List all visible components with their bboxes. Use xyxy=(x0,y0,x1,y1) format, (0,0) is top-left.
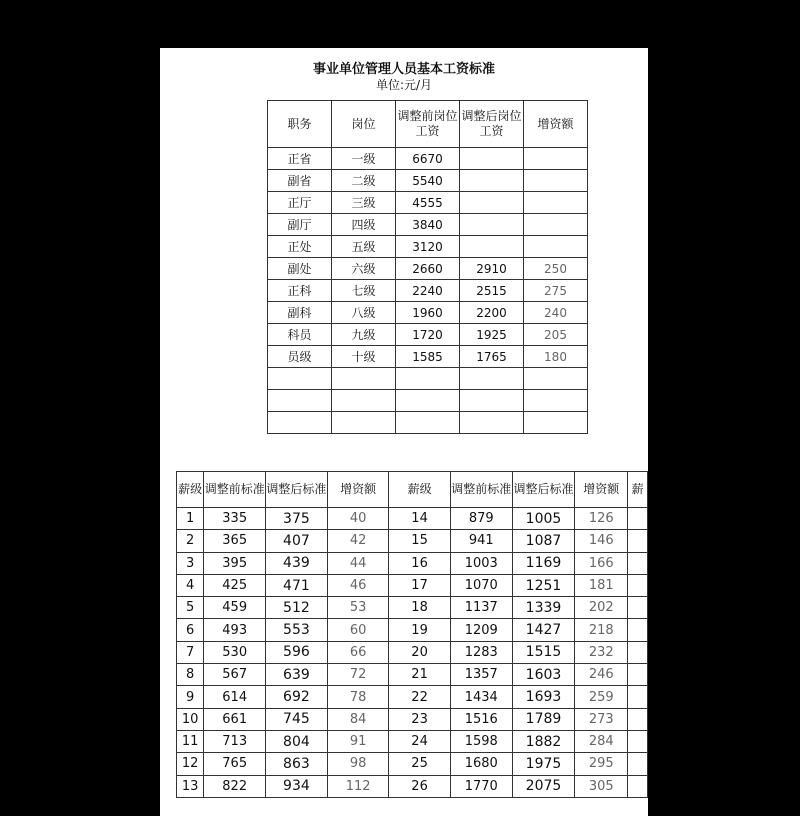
table-cell xyxy=(332,412,396,434)
table-cell: 1680 xyxy=(450,753,512,775)
table-cell: 273 xyxy=(575,708,628,730)
table-row xyxy=(177,753,648,775)
table-cell: 1598 xyxy=(450,730,512,752)
table-cell xyxy=(460,368,524,390)
table-cell: 2660 xyxy=(396,258,460,280)
table-cell: 23 xyxy=(389,708,450,730)
table-cell: 1427 xyxy=(512,619,574,641)
table-cell: 1765 xyxy=(460,346,524,368)
table-cell: 3840 xyxy=(396,214,460,236)
header-cell: 薪 xyxy=(628,472,648,508)
table-cell: 13 xyxy=(177,775,204,797)
table-cell: 19 xyxy=(389,619,450,641)
table-cell: 1 xyxy=(177,508,204,530)
table-cell: 91 xyxy=(327,730,389,752)
table-cell: 765 xyxy=(204,753,266,775)
table-cell: 11 xyxy=(177,730,204,752)
table-cell: 1070 xyxy=(450,574,512,596)
table-cell: 146 xyxy=(575,530,628,552)
table-cell: 2515 xyxy=(460,280,524,302)
table-cell: 3120 xyxy=(396,236,460,258)
table-cell: 530 xyxy=(204,641,266,663)
table-cell: 四级 xyxy=(332,214,396,236)
table-cell xyxy=(268,390,332,412)
table-row xyxy=(268,148,588,170)
header-cell: 调整前岗位工资 xyxy=(396,101,460,148)
header-cell: 调整后标准 xyxy=(512,472,574,508)
table-cell: 1005 xyxy=(512,508,574,530)
table-row xyxy=(177,597,648,619)
table-row xyxy=(268,302,588,324)
table-cell: 副处 xyxy=(268,258,332,280)
table-row xyxy=(177,708,648,730)
table-cell: 26 xyxy=(389,775,450,797)
table-cell: 3 xyxy=(177,552,204,574)
table-cell: 567 xyxy=(204,664,266,686)
table-row xyxy=(177,530,648,552)
top-black-bar xyxy=(160,0,648,48)
table-cell: 2910 xyxy=(460,258,524,280)
table-cell: 232 xyxy=(575,641,628,663)
table-cell xyxy=(460,148,524,170)
table-cell: 471 xyxy=(266,574,328,596)
table-cell: 941 xyxy=(450,530,512,552)
table-cell: 692 xyxy=(266,686,328,708)
table-cell: 1283 xyxy=(450,641,512,663)
header-cell: 增资额 xyxy=(524,101,588,148)
table-cell: 407 xyxy=(266,530,328,552)
table-cell: 1960 xyxy=(396,302,460,324)
table-cell: 21 xyxy=(389,664,450,686)
table-cell xyxy=(524,192,588,214)
table-cell: 六级 xyxy=(332,258,396,280)
table-cell xyxy=(460,390,524,412)
table-cell: 1137 xyxy=(450,597,512,619)
table-cell: 934 xyxy=(266,775,328,797)
table-cell xyxy=(268,368,332,390)
table-cell: 1434 xyxy=(450,686,512,708)
table-cell-cut xyxy=(628,619,648,641)
table-cell: 879 xyxy=(450,508,512,530)
header-cell: 调整前标准 xyxy=(450,472,512,508)
table-cell-cut xyxy=(628,708,648,730)
table-cell-cut xyxy=(628,664,648,686)
table-cell: 1925 xyxy=(460,324,524,346)
table-cell: 250 xyxy=(524,258,588,280)
table-cell xyxy=(460,412,524,434)
table-cell: 375 xyxy=(266,508,328,530)
table-cell: 2240 xyxy=(396,280,460,302)
header-cell: 调整前标准 xyxy=(204,472,266,508)
table-cell: 6 xyxy=(177,619,204,641)
page-title: 事业单位管理人员基本工资标准 xyxy=(312,62,495,77)
table-row xyxy=(177,730,648,752)
table-row xyxy=(268,236,588,258)
table-cell: 5 xyxy=(177,597,204,619)
table-cell: 745 xyxy=(266,708,328,730)
table-cell: 1693 xyxy=(512,686,574,708)
header-cell: 职务 xyxy=(268,101,332,148)
table-cell: 166 xyxy=(575,552,628,574)
table-cell: 1882 xyxy=(512,730,574,752)
table-cell-cut xyxy=(628,730,648,752)
table-cell: 205 xyxy=(524,324,588,346)
table-cell: 459 xyxy=(204,597,266,619)
table-cell: 40 xyxy=(327,508,389,530)
table-cell: 正科 xyxy=(268,280,332,302)
table-cell: 9 xyxy=(177,686,204,708)
table-cell: 493 xyxy=(204,619,266,641)
table-cell-cut xyxy=(628,508,648,530)
table-cell: 246 xyxy=(575,664,628,686)
table-cell xyxy=(524,214,588,236)
table-cell: 22 xyxy=(389,686,450,708)
table-cell-cut xyxy=(628,641,648,663)
table-cell: 78 xyxy=(327,686,389,708)
table-cell: 596 xyxy=(266,641,328,663)
table-cell: 2200 xyxy=(460,302,524,324)
table-cell: 46 xyxy=(327,574,389,596)
table-cell: 365 xyxy=(204,530,266,552)
table-cell: 1975 xyxy=(512,753,574,775)
table-cell xyxy=(524,236,588,258)
table-row xyxy=(177,552,648,574)
table-row xyxy=(268,192,588,214)
table-cell: 425 xyxy=(204,574,266,596)
table-cell: 553 xyxy=(266,619,328,641)
table-cell: 正厅 xyxy=(268,192,332,214)
table-cell: 八级 xyxy=(332,302,396,324)
table-row xyxy=(268,368,588,390)
table-cell xyxy=(396,390,460,412)
table-cell: 副厅 xyxy=(268,214,332,236)
table-cell: 1720 xyxy=(396,324,460,346)
table-cell: 1003 xyxy=(450,552,512,574)
table-row xyxy=(177,574,648,596)
table-cell-cut xyxy=(628,574,648,596)
grade-table-header xyxy=(177,472,648,508)
header-cell: 岗位 xyxy=(332,101,396,148)
table-row xyxy=(177,664,648,686)
table-cell: 275 xyxy=(524,280,588,302)
table-cell: 2075 xyxy=(512,775,574,797)
table-cell: 439 xyxy=(266,552,328,574)
table-cell xyxy=(524,412,588,434)
table-cell: 512 xyxy=(266,597,328,619)
table-cell: 15 xyxy=(389,530,450,552)
table-cell xyxy=(396,368,460,390)
table-cell: 181 xyxy=(575,574,628,596)
table-cell xyxy=(460,170,524,192)
position-salary-table xyxy=(267,100,588,434)
table-cell: 科员 xyxy=(268,324,332,346)
header-cell: 增资额 xyxy=(575,472,628,508)
table-cell: 三级 xyxy=(332,192,396,214)
table-cell: 1515 xyxy=(512,641,574,663)
table-cell xyxy=(460,192,524,214)
table-cell: 12 xyxy=(177,753,204,775)
table-cell xyxy=(268,412,332,434)
table-row xyxy=(177,508,648,530)
table-row xyxy=(268,214,588,236)
table-cell: 4555 xyxy=(396,192,460,214)
table-cell: 1251 xyxy=(512,574,574,596)
table-cell xyxy=(524,170,588,192)
table-cell: 66 xyxy=(327,641,389,663)
header-cell: 薪级 xyxy=(177,472,204,508)
table-cell: 5540 xyxy=(396,170,460,192)
table-cell: 72 xyxy=(327,664,389,686)
table-cell xyxy=(332,368,396,390)
table-cell-cut xyxy=(628,530,648,552)
grade-salary-table xyxy=(176,471,648,798)
table-cell xyxy=(524,368,588,390)
table-cell: 14 xyxy=(389,508,450,530)
table-cell: 1516 xyxy=(450,708,512,730)
table-cell: 副科 xyxy=(268,302,332,324)
table-cell: 395 xyxy=(204,552,266,574)
table-cell: 1789 xyxy=(512,708,574,730)
table-cell: 6670 xyxy=(396,148,460,170)
table-cell: 七级 xyxy=(332,280,396,302)
table-row xyxy=(177,686,648,708)
table-cell-cut xyxy=(628,686,648,708)
table-cell: 17 xyxy=(389,574,450,596)
table-cell: 7 xyxy=(177,641,204,663)
table-cell: 1339 xyxy=(512,597,574,619)
table-cell-cut xyxy=(628,597,648,619)
table-cell xyxy=(524,148,588,170)
table-cell: 8 xyxy=(177,664,204,686)
position-table-header xyxy=(268,101,588,148)
header-cell: 薪级 xyxy=(389,472,450,508)
table-cell: 713 xyxy=(204,730,266,752)
table-cell: 180 xyxy=(524,346,588,368)
table-cell: 25 xyxy=(389,753,450,775)
table-cell: 16 xyxy=(389,552,450,574)
header-cell: 调整后标准 xyxy=(266,472,328,508)
table-cell-cut xyxy=(628,753,648,775)
table-cell: 42 xyxy=(327,530,389,552)
table-cell: 五级 xyxy=(332,236,396,258)
table-cell: 副省 xyxy=(268,170,332,192)
table-cell: 二级 xyxy=(332,170,396,192)
table-row xyxy=(268,258,588,280)
table-cell: 112 xyxy=(327,775,389,797)
table-cell: 一级 xyxy=(332,148,396,170)
table-cell: 126 xyxy=(575,508,628,530)
table-cell: 863 xyxy=(266,753,328,775)
table-cell: 240 xyxy=(524,302,588,324)
table-cell: 822 xyxy=(204,775,266,797)
table-cell: 18 xyxy=(389,597,450,619)
table-cell: 53 xyxy=(327,597,389,619)
table-cell: 218 xyxy=(575,619,628,641)
table-cell-cut xyxy=(628,552,648,574)
table-cell xyxy=(524,390,588,412)
table-cell: 10 xyxy=(177,708,204,730)
table-cell: 正省 xyxy=(268,148,332,170)
table-cell xyxy=(396,412,460,434)
table-cell: 284 xyxy=(575,730,628,752)
table-cell xyxy=(332,390,396,412)
table-row xyxy=(268,346,588,368)
document-page xyxy=(160,0,648,816)
table-cell: 202 xyxy=(575,597,628,619)
table-cell: 60 xyxy=(327,619,389,641)
header-cell: 增资额 xyxy=(327,472,389,508)
table-row xyxy=(268,324,588,346)
table-cell xyxy=(460,236,524,258)
table-row xyxy=(268,170,588,192)
table-cell: 1169 xyxy=(512,552,574,574)
table-cell: 295 xyxy=(575,753,628,775)
table-cell: 2 xyxy=(177,530,204,552)
table-cell: 1087 xyxy=(512,530,574,552)
table-cell xyxy=(460,214,524,236)
page-subtitle: 单位:元/月 xyxy=(375,78,433,92)
table-cell: 98 xyxy=(327,753,389,775)
table-cell-cut xyxy=(628,775,648,797)
table-cell: 九级 xyxy=(332,324,396,346)
table-cell: 305 xyxy=(575,775,628,797)
table-cell: 1209 xyxy=(450,619,512,641)
table-cell: 614 xyxy=(204,686,266,708)
header-cell: 调整后岗位工资 xyxy=(460,101,524,148)
table-row xyxy=(268,280,588,302)
table-cell: 661 xyxy=(204,708,266,730)
table-cell: 84 xyxy=(327,708,389,730)
table-cell: 员级 xyxy=(268,346,332,368)
table-cell: 335 xyxy=(204,508,266,530)
table-row xyxy=(268,390,588,412)
table-cell: 1770 xyxy=(450,775,512,797)
table-row xyxy=(177,619,648,641)
table-cell: 639 xyxy=(266,664,328,686)
table-row xyxy=(177,775,648,797)
table-cell: 20 xyxy=(389,641,450,663)
table-cell: 259 xyxy=(575,686,628,708)
table-cell: 1585 xyxy=(396,346,460,368)
table-cell: 24 xyxy=(389,730,450,752)
table-row xyxy=(177,641,648,663)
table-cell: 1603 xyxy=(512,664,574,686)
table-cell: 804 xyxy=(266,730,328,752)
table-cell: 4 xyxy=(177,574,204,596)
table-cell: 44 xyxy=(327,552,389,574)
table-cell: 正处 xyxy=(268,236,332,258)
table-cell: 十级 xyxy=(332,346,396,368)
table-cell: 1357 xyxy=(450,664,512,686)
table-row xyxy=(268,412,588,434)
